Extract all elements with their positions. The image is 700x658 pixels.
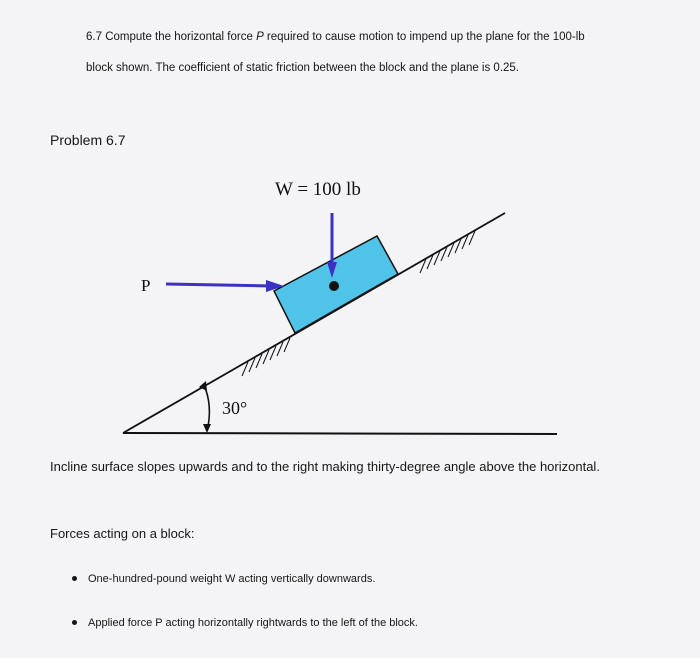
weight-label: W = 100 lb xyxy=(275,179,361,200)
incline-description: Incline surface slopes upwards and to the right making thirty-degree angle above the horizontal. xyxy=(50,459,600,474)
incline-line xyxy=(123,213,505,433)
incline-hatch-upper xyxy=(420,231,475,273)
problem-line1-after: required to cause motion to impend up the plane for the 100-lb xyxy=(263,31,585,43)
problem-force-symbol: P xyxy=(256,31,264,43)
problem-number: 6.7 xyxy=(86,31,102,43)
forces-list xyxy=(72,570,418,658)
angle-label: 30° xyxy=(222,398,248,418)
block-center-dot xyxy=(329,281,339,291)
list-item: Applied force P acting horizontally rightwards to the left of the block. xyxy=(72,614,418,658)
force-arrow-line xyxy=(166,284,272,286)
problem-heading: Problem 6.7 xyxy=(50,132,126,148)
incline-hatch-lower xyxy=(242,338,290,376)
problem-line2: block shown. The coefficient of static friction between the block and the plane is 0.25. xyxy=(86,62,520,74)
angle-arc-arrowhead-bottom xyxy=(203,424,211,433)
problem-line1-before: Compute the horizontal force xyxy=(105,31,257,43)
ground-line xyxy=(123,433,557,434)
list-item: One-hundred-pound weight W acting vertically downwards. xyxy=(72,570,418,614)
force-label: P xyxy=(141,276,151,295)
forces-title: Forces acting on a block: xyxy=(50,526,195,541)
